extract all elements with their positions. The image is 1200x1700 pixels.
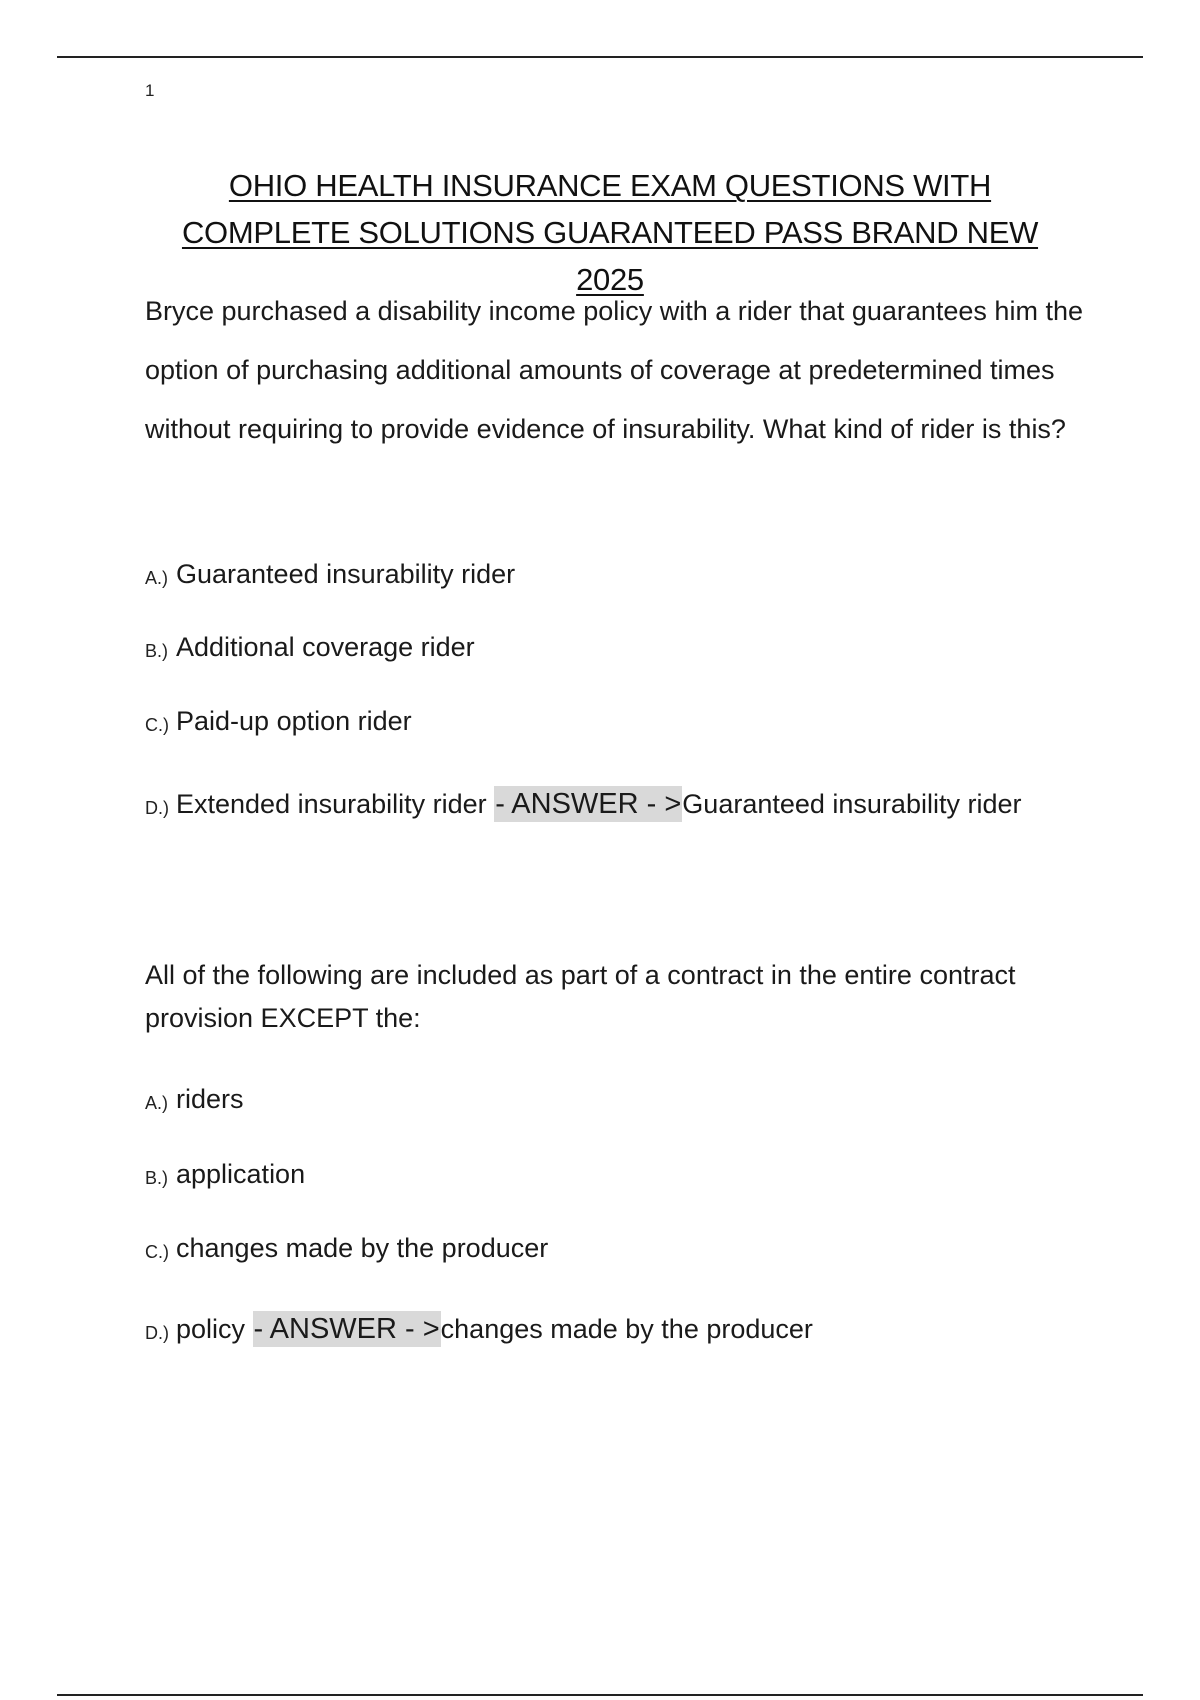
option-letter: A.) [145, 568, 169, 588]
answer-text: changes made by the producer [440, 1314, 813, 1344]
question-1-option-c [145, 700, 1075, 747]
option-text: Additional coverage rider [176, 632, 475, 662]
answer-marker: - ANSWER - > [495, 788, 682, 820]
header-rule [57, 56, 1143, 58]
option-text: Extended insurability rider [176, 789, 487, 819]
option-letter: A.) [145, 1093, 169, 1113]
option-letter: B.) [145, 1168, 169, 1188]
answer-text: Guaranteed insurability rider [682, 789, 1022, 819]
footer-rule [57, 1694, 1143, 1696]
question-2-option-a [145, 1078, 1075, 1125]
question-1-option-a [145, 553, 1075, 600]
option-text: policy [176, 1314, 246, 1344]
question-1-stem: Bryce purchased a disability income policy with a rider that guarantees him the option of purchasing additional amounts of coverage at predetermined times without requiring to provide evidence of insurability. What kind of rider is this? [145, 296, 1083, 444]
option-letter: C.) [145, 715, 169, 735]
question-1-option-b [145, 626, 1075, 673]
option-letter: D.) [145, 1323, 169, 1343]
option-text: application [176, 1159, 306, 1189]
option-with-answer [176, 783, 1045, 826]
option-text: Paid-up option rider [176, 706, 412, 736]
option-with-answer [176, 1308, 1075, 1351]
question-2-option-c [145, 1227, 1075, 1274]
page-number: 1 [145, 81, 155, 100]
question-2-stem: All of the following are included as part of a contract in the entire contract provision EXCEPT the: [145, 960, 1016, 1033]
document-title: OHIO HEALTH INSURANCE EXAM QUESTIONS WITH COMPLETE SOLUTIONS GUARANTEED PASS BRAND NEW 2025 [181, 168, 1039, 297]
option-text: riders [176, 1084, 244, 1114]
option-text: Guaranteed insurability rider [176, 559, 516, 589]
option-letter: D.) [145, 798, 169, 818]
option-letter: C.) [145, 1242, 169, 1262]
option-text: changes made by the producer [176, 1233, 549, 1263]
question-1-option-d [145, 783, 1045, 830]
option-letter: B.) [145, 641, 169, 661]
question-2-option-b [145, 1153, 1075, 1200]
answer-marker: - ANSWER - > [253, 1313, 440, 1345]
question-2-option-d [145, 1308, 1075, 1355]
